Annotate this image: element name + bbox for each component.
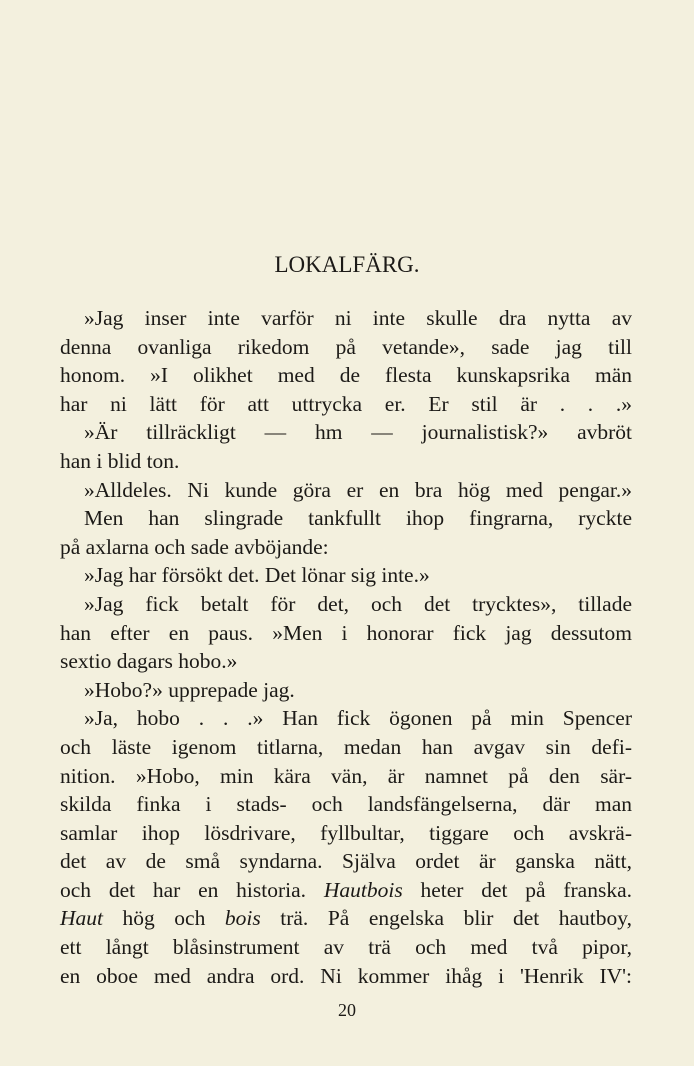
text-line: nition. »Hobo, min kära vän, är namnet på den sär- [60,763,632,788]
text-line: ett långt blåsinstrument av trä och med två pipor, [60,935,632,960]
text-fragment: och det har en historia. [60,877,324,902]
body-text [60,304,632,990]
text-line: Men han slingrade tankfullt ihop fingrarna, ryckte [84,506,632,531]
italic-word: Hautbois [323,877,403,902]
text-line: har ni lätt för att uttrycka er. Er stil är . . .» [60,391,632,416]
text-line: på axlarna och sade avböjande: [60,534,329,559]
text-line: »Alldeles. Ni kunde göra er en bra hög med pengar.» [84,477,632,502]
text-line [60,904,632,933]
chapter-title: LOKALFÄRG. [274,252,420,277]
text-line: en oboe med andra ord. Ni kommer ihåg i 'Henrik IV': [60,963,632,988]
text-line: »Jag inser inte varför ni inte skulle dra nytta av [84,306,632,330]
text-fragment: heter det på franska. [402,877,632,902]
text-line: »Hobo?» upprepade jag. [84,677,295,702]
text-fragment: hög och [103,906,225,931]
text-line: »Ja, hobo . . .» Han fick ögonen på min Spencer [84,706,632,731]
text-line: honom. »I olikhet med de flesta kunskapsrika män [60,363,632,388]
text-fragment: trä. På engelska blir det hautboy, [260,906,633,931]
text-line: och läste igenom titlarna, medan han avgav sin defi- [60,734,632,759]
text-line: det av de små syndarna. Själva ordet är ganska nätt, [60,849,632,874]
text-line: sextio dagars hobo.» [60,649,238,674]
text-line: »Jag har försökt det. Det lönar sig inte.» [84,563,430,588]
text-line: skilda finka i stads- och landsfängelserna, där man [60,792,632,817]
text-line: han efter en paus. »Men i honorar fick jag dessutom [60,620,632,645]
italic-word: Haut [60,906,103,931]
italic-word: bois [224,906,261,931]
text-line: »Jag fick betalt för det, och det trycktes», tillade [84,591,632,616]
text-line: samlar ihop lösdrivare, fyllbultar, tiggare och avskrä- [60,820,632,845]
text-line: denna ovanliga rikedom på vetande», sade jag till [60,334,632,359]
text-line [60,876,632,905]
page-number: 20 [338,1000,356,1020]
text-line: han i blid ton. [60,448,180,473]
text-line: »Är tillräckligt — hm — journalistisk?» avbröt [84,420,632,445]
